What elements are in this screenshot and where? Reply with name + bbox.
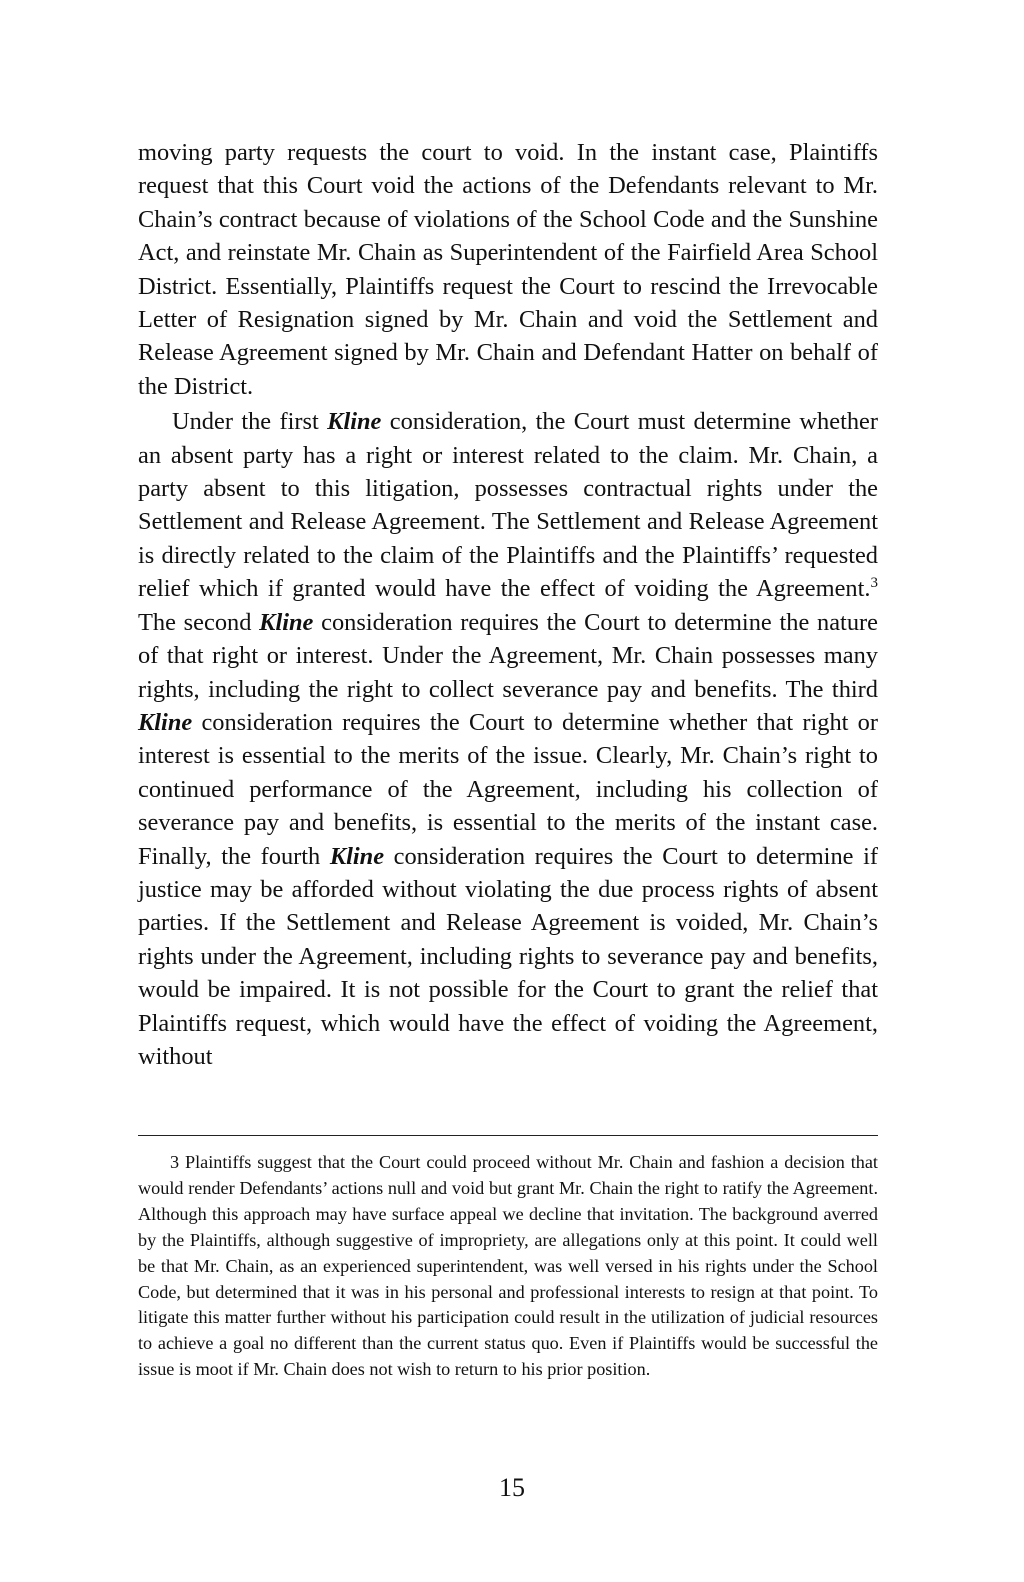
text-run: consideration, the Court must determine whether an absent party has a right or interest related to the claim. Mr. Chain, a party absent to this litigation, possesses contractual rights under the Settlement and Release Agreement. The Settlement and Release Agreement is directly related to the claim of the Plaintiffs and the Plaintiffs’ requested relief which if granted would have the effect of voiding the Agreement. [138, 408, 878, 603]
text-run: consideration requires the Court to determine the nature of that right or interest. Under the Agreement, Mr. Chain possesses many rights, including the right to collect severance pay and benefits. The third [138, 608, 878, 703]
footnote-text: Plaintiffs suggest that the Court could proceed without Mr. Chain and fashion a decision that would render Defendants’ actions null and void but grant Mr. Chain the right to ratify the Agreement. Although this approach may have surface appeal we decline that invitation. The background averred by the Plaintiffs, although suggestive of impropriety, are allegations only at this point. It could well be that Mr. Chain, as an experienced superintendent, was well versed in his rights under the School Code, but determined that it was in his personal and professional interests to resign at that point. To litigate this matter further without his participation could result in the utilization of judicial resources to achieve a goal no different than the current status quo. Even if Plaintiffs would be successful the issue is moot if Mr. Chain does not wish to return to his prior position. [138, 1152, 878, 1380]
footnote-number: 3 [170, 1152, 180, 1172]
page-number: 15 [499, 1473, 525, 1502]
footnote-separator [138, 1135, 878, 1136]
paragraph-kline-analysis [138, 405, 878, 1073]
footnote-3 [138, 1150, 878, 1383]
footnote-reference[interactable]: 3 [870, 575, 878, 592]
body-text [138, 136, 878, 1073]
text-run: Under the first [172, 408, 328, 436]
text-run: consideration requires the Court to determine if justice may be afforded without violating the due process rights of absent parties. If the Settlement and Release Agreement is voided, Mr. Chain’s rights under the Agreement, including rights to severance pay and benefits, would be impaired. It is not possible for the Court to grant the relief that Plaintiffs request, which would have the effect of voiding the Agreement, without [138, 842, 878, 1070]
text-run: The second [138, 608, 260, 636]
case-name-kline: Kline [327, 408, 382, 436]
case-name-kline: Kline [329, 842, 385, 870]
case-name-kline: Kline [138, 708, 193, 736]
paragraph-1-text: moving party requests the court to void. In the instant case, Plaintiffs request that this Court void the actions of the Defendants relevant to Mr. Chain’s contract because of violations of the School Code and the Sunshine Act, and reinstate Mr. Chain as Superintendent of the Fairfield Area School District. Essentially, Plaintiffs request the Court to rescind the Irrevocable Letter of Resignation signed by Mr. Chain and void the Settlement and Release Agreement signed by Mr. Chain and Defendant Hatter on behalf of the District. [138, 139, 878, 400]
text-run: consideration requires the Court to determine whether that right or interest is essential to the merits of the issue. Clearly, Mr. Chain’s right to continued performance of the Agreement, including his collection of severance pay and benefits, is essential to the merits of the instant case. Finally, the fourth [138, 708, 878, 870]
paragraph-continuation [138, 136, 878, 403]
case-name-kline: Kline [259, 608, 314, 636]
